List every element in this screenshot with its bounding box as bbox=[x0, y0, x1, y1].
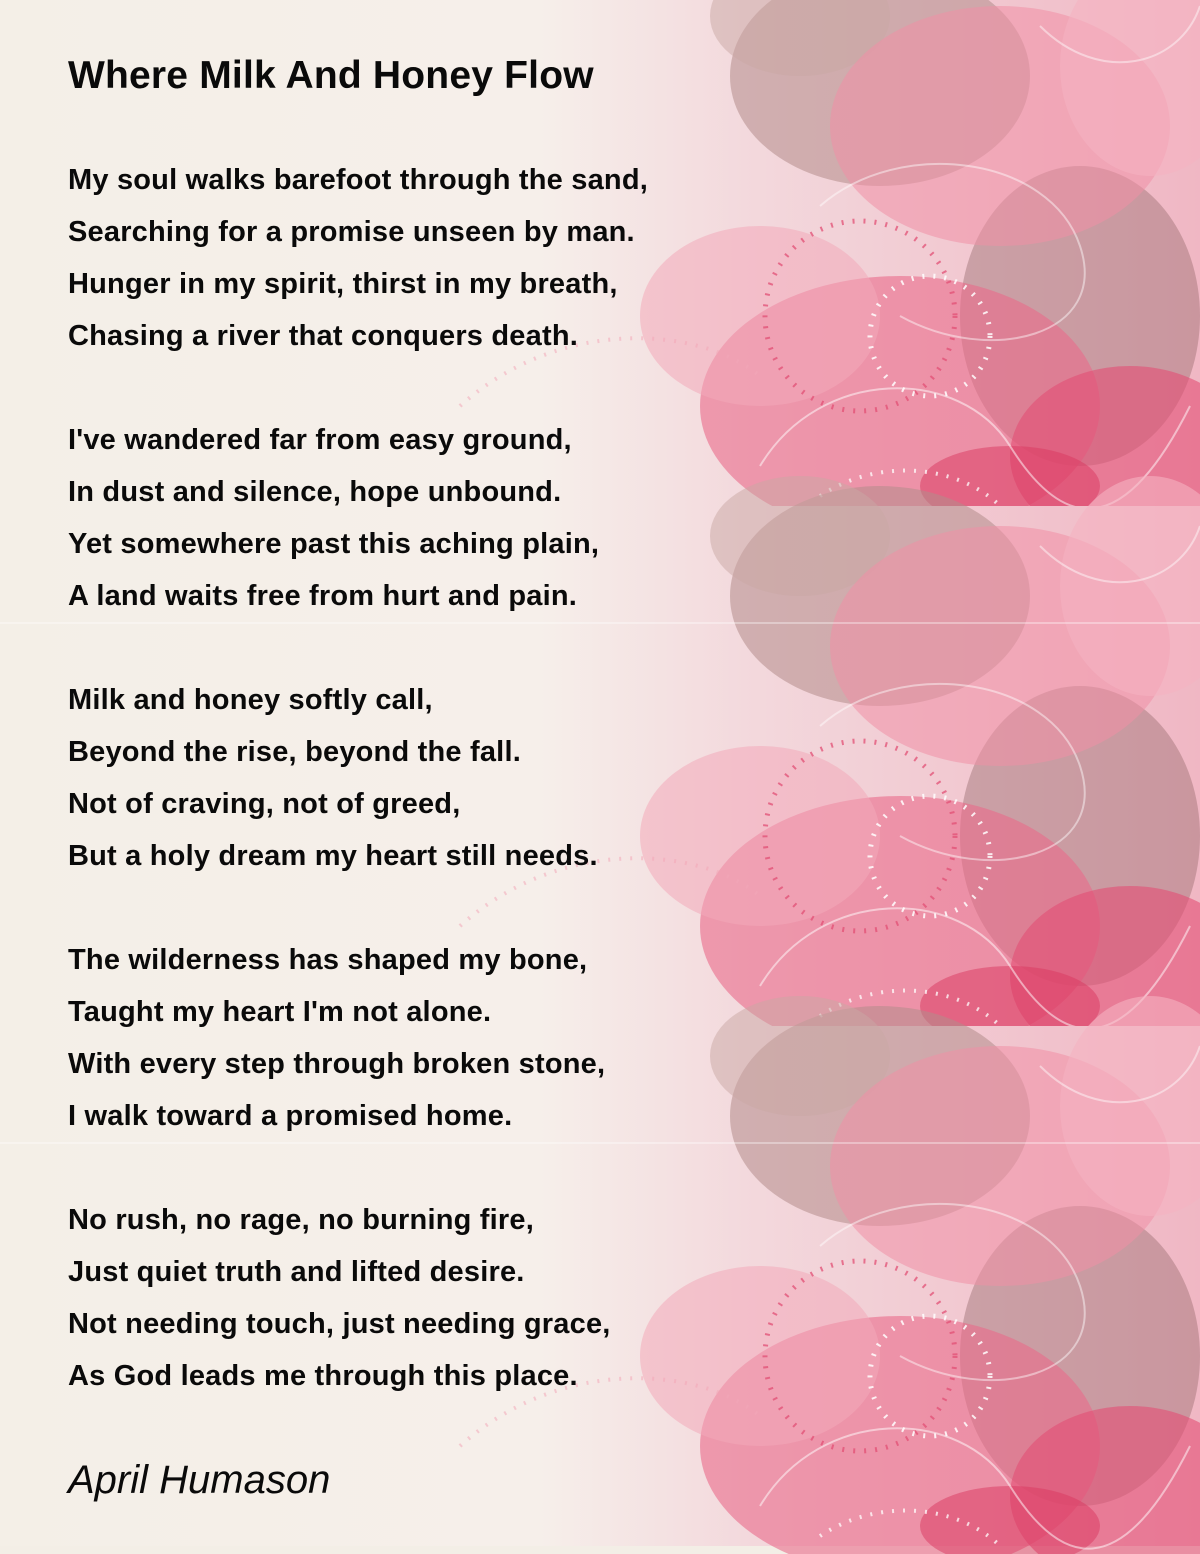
poem-line: Taught my heart I'm not alone. bbox=[68, 996, 492, 1028]
poem-line: A land waits free from hurt and pain. bbox=[68, 580, 578, 612]
poem-line: Beyond the rise, beyond the fall. bbox=[68, 736, 521, 768]
poem-author: April Humason bbox=[68, 1458, 331, 1502]
poem-line: Not needing touch, just needing grace, bbox=[68, 1308, 611, 1340]
poem-line: I've wandered far from easy ground, bbox=[68, 424, 572, 456]
poem-line: Milk and honey softly call, bbox=[68, 684, 433, 716]
poem-line: In dust and silence, hope unbound. bbox=[68, 476, 562, 508]
poem-title: Where Milk And Honey Flow bbox=[68, 54, 594, 97]
poem-line: Not of craving, not of greed, bbox=[68, 788, 461, 820]
poem-line: The wilderness has shaped my bone, bbox=[68, 944, 588, 976]
poem-line: Just quiet truth and lifted desire. bbox=[68, 1256, 525, 1288]
stanza-3 bbox=[68, 674, 828, 882]
poem-line: No rush, no rage, no burning fire, bbox=[68, 1204, 534, 1236]
stanza-2 bbox=[68, 414, 828, 622]
poem-container bbox=[68, 50, 828, 1506]
stanza-4 bbox=[68, 934, 828, 1142]
poem-line: As God leads me through this place. bbox=[68, 1360, 578, 1392]
poem-line: Searching for a promise unseen by man. bbox=[68, 216, 635, 248]
poem-line: Hunger in my spirit, thirst in my breath, bbox=[68, 268, 618, 300]
poem-line: My soul walks barefoot through the sand, bbox=[68, 164, 648, 196]
poem-line: Yet somewhere past this aching plain, bbox=[68, 528, 600, 560]
stanza-5 bbox=[68, 1194, 828, 1402]
poem-line: Chasing a river that conquers death. bbox=[68, 320, 578, 352]
stanza-1 bbox=[68, 154, 828, 362]
poem-line: I walk toward a promised home. bbox=[68, 1100, 513, 1132]
poem-line: With every step through broken stone, bbox=[68, 1048, 606, 1080]
poem-line: But a holy dream my heart still needs. bbox=[68, 840, 598, 872]
